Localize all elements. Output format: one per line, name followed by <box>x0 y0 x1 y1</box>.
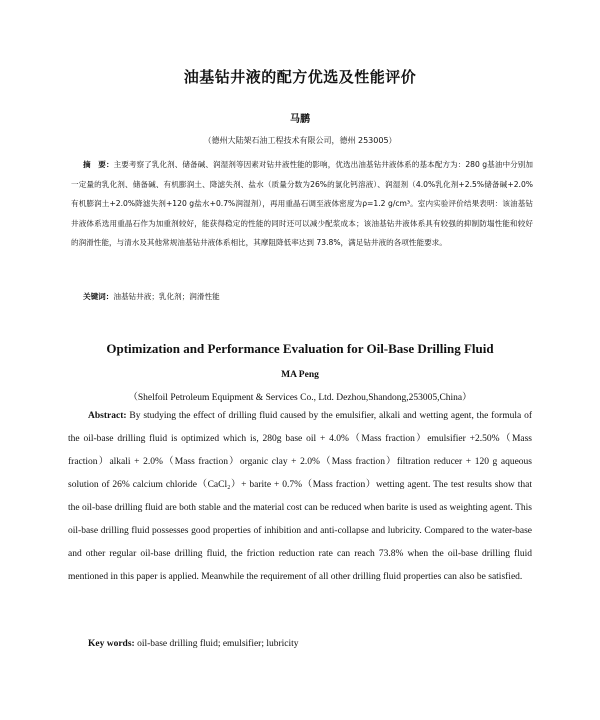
english-keywords-label: Key words: <box>88 639 135 649</box>
chinese-abstract-text: 主要考察了乳化剂、储备碱、润湿剂等因素对钻井液性能的影响，优选出油基钻井液体系的基本配方为：280 g基油中分别加一定量的乳化剂、储备碱、有机膨润土、降滤失剂、盐水（质量分数为26%的氯化钙溶液）、润湿剂（4.0%乳化剂+2.5%储备碱+2.0%有机膨润土+2.0%降滤失剂+120 g盐水+0.7%润湿剂），再用重晶石调至液体密度为ρ=1.2 g/cm³。室内实验评价结果表明：该油基钻井液体系选用重晶石作为加重剂较好，能获得稳定的性能的同时还可以减少配浆成本；该油基钻井液体系具有较强的抑制防塌性能和较好的润滑性能，与清水及其他常规油基钻井液体系相比，其摩阻降低率达到 73.8%，满足钻井液的各项性能要求。 <box>71 160 533 248</box>
english-keywords <box>88 639 532 649</box>
english-keywords-text: oil-base drilling fluid; emulsifier; lubricity <box>137 639 299 649</box>
english-abstract-label: Abstract: <box>88 411 127 421</box>
english-title: Optimization and Performance Evaluation for Oil-Base Drilling Fluid <box>106 341 494 356</box>
chinese-affiliation: （德州大陆架石油工程技术有限公司，德州 253005） <box>203 136 397 145</box>
english-abstract <box>68 405 532 589</box>
chinese-keywords-text: 油基钻井液；乳化剂；润滑性能 <box>113 292 220 301</box>
chinese-abstract <box>71 155 533 253</box>
chinese-author: 马鹏 <box>290 114 310 125</box>
chinese-keywords-label: 关键词： <box>83 292 114 301</box>
english-affiliation: （Shelfoil Petroleum Equipment & Services Co., Ltd. Dezhou,Shandong,253005,China） <box>128 393 472 403</box>
chinese-abstract-label: 摘 要： <box>83 160 114 169</box>
chinese-title: 油基钻井液的配方优选及性能评价 <box>183 68 417 86</box>
english-author: MA Peng <box>281 370 319 380</box>
english-abstract-text: By studying the effect of drilling fluid caused by the emulsifier, alkali and wetting agent, the formula of the oil-base drilling fluid is optimized which is, 280g base oil + 4.0%（Mass fraction）emulsifier +2.50%（Mass fraction）alkali + 2.0%（Mass fraction）organic clay + 2.0%（Mass fraction）filtration reducer + 120 g aqueous solution of 26% calcium chloride（CaCl₂）+ barite + 0.7%（Mass fraction）wetting agent. The test results show that the oil-base drilling fluid are both stable and the material cost can be reduced when barite is used as weighting agent. This oil-base drilling fluid possesses good properties of inhibition and anti-collapse and lubricity. Compared to the water-base and other regular oil-base drilling fluid, the friction reduction rate can reach 73.8% when the oil-base drilling fluid mentioned in this paper is applied. Meanwhile the requirement of all other drilling fluid properties can also be satisfied. <box>68 411 532 582</box>
chinese-keywords <box>83 291 533 302</box>
